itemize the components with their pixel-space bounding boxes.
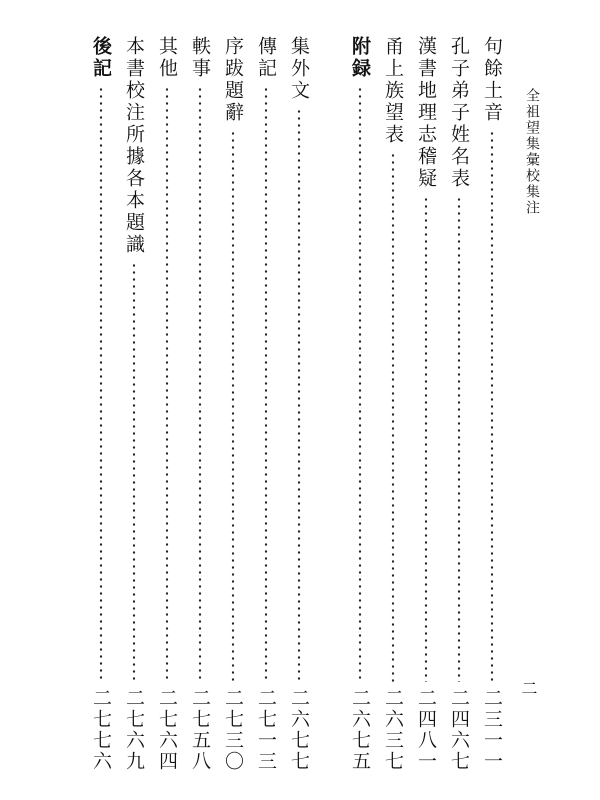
dot-leader — [117, 262, 150, 682]
toc-entry-page: 二四六七 — [448, 688, 470, 772]
toc-entry[interactable] — [216, 36, 249, 772]
table-of-contents — [84, 36, 508, 772]
toc-entry-title: 後記 — [90, 36, 112, 80]
toc-entry[interactable] — [376, 36, 409, 772]
toc-entry-title: 附録 — [349, 36, 371, 80]
toc-entry[interactable] — [117, 36, 150, 772]
toc-entry-page: 二六三七 — [382, 688, 404, 772]
running-head: 全祖望集彙校集注 — [524, 88, 540, 216]
dot-leader — [442, 196, 475, 682]
toc-entry-page: 二六七七 — [288, 688, 310, 772]
toc-entry-page: 二六七五 — [349, 688, 371, 772]
toc-entry-title: 本書校注所據各本題識 — [123, 36, 145, 256]
toc-entry-title: 集外文 — [288, 36, 310, 102]
toc-entry-title: 序跋題辭 — [222, 36, 244, 124]
dot-leader — [150, 86, 183, 682]
toc-entry-section[interactable] — [343, 36, 376, 772]
dot-leader — [216, 130, 249, 682]
dot-leader — [84, 86, 117, 682]
toc-entry-title: 句餘土音 — [481, 36, 503, 124]
toc-entry[interactable] — [475, 36, 508, 772]
dot-leader — [475, 130, 508, 682]
toc-entry-section[interactable] — [84, 36, 117, 772]
toc-entry-page: 二七一三 — [255, 688, 277, 772]
toc-entry-page: 二七七六 — [90, 688, 112, 772]
toc-entry-title: 軼事 — [189, 36, 211, 80]
toc-entry[interactable] — [183, 36, 216, 772]
toc-entry-title: 傳記 — [255, 36, 277, 80]
dot-leader — [249, 86, 282, 682]
toc-entry-page: 二四八一 — [415, 688, 437, 772]
toc-entry-page: 二三一一 — [481, 688, 503, 772]
toc-entry-title: 甬上族望表 — [382, 36, 404, 146]
toc-entry[interactable] — [150, 36, 183, 772]
toc-entry-title: 其他 — [156, 36, 178, 80]
toc-entry-title: 孔子弟子姓名表 — [448, 36, 470, 190]
toc-entry-page: 二七六九 — [123, 688, 145, 772]
dot-leader — [183, 86, 216, 682]
dot-leader — [409, 196, 442, 682]
toc-entry[interactable] — [282, 36, 315, 772]
dot-leader — [343, 86, 376, 682]
toc-entry-page: 二七五八 — [189, 688, 211, 772]
page-number: 二 — [519, 680, 538, 696]
toc-entry-page: 二七三〇 — [222, 688, 244, 772]
toc-entry[interactable] — [249, 36, 282, 772]
toc-entry-title: 漢書地理志稽疑 — [415, 36, 437, 190]
dot-leader — [376, 152, 409, 682]
toc-entry[interactable] — [409, 36, 442, 772]
toc-entry-page: 二七六四 — [156, 688, 178, 772]
toc-entry[interactable] — [442, 36, 475, 772]
dot-leader — [282, 108, 315, 682]
